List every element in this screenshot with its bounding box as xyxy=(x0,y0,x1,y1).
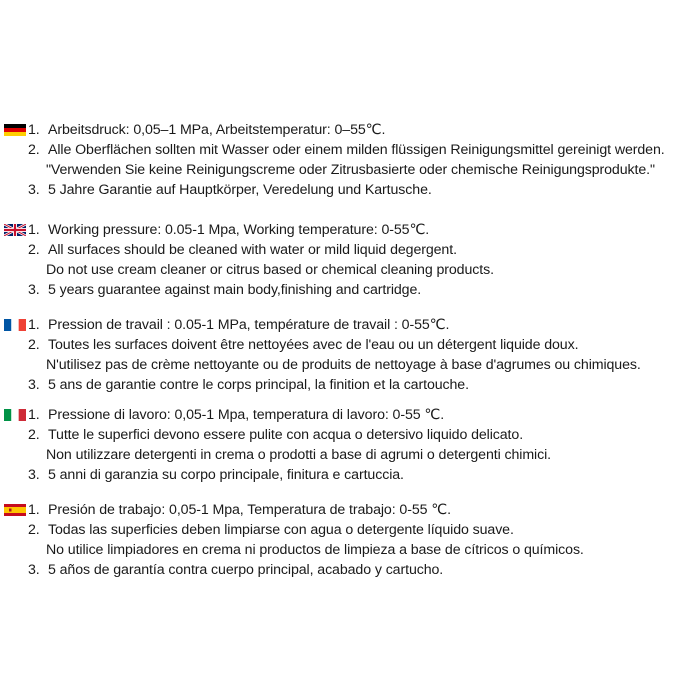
item-text: Working pressure: 0.05-1 Mpa, Working temperature: 0-55℃. xyxy=(48,222,430,238)
item-number: 2. xyxy=(28,522,40,538)
item-text: No utilice limpiadores en crema ni productos de limpieza a base de cítricos o químicos. xyxy=(46,542,584,558)
item-text: 5 years guarantee against main body,finishing and cartridge. xyxy=(48,282,422,298)
item-number: 3. xyxy=(28,377,40,393)
item-number: 2. xyxy=(28,427,40,443)
item-text: 5 Jahre Garantie auf Hauptkörper, Veredelung und Kartusche. xyxy=(48,182,432,198)
item-number: 2. xyxy=(28,142,40,158)
item-number: 3. xyxy=(28,282,40,298)
item-text: N'utilisez pas de crème nettoyante ou de produits de nettoyage à base d'agrumes ou chimiques. xyxy=(46,357,641,373)
item-text: Todas las superficies deben limpiarse con agua o detergente líquido suave. xyxy=(48,522,514,538)
item-text: Alle Oberflächen sollten mit Wasser oder einem milden flüssigen Reinigungsmittel gereinigt werden. xyxy=(48,142,665,158)
item-text: 5 años de garantía contra cuerpo principal, acabado y cartucho. xyxy=(48,562,444,578)
spain-flag-icon xyxy=(4,504,26,516)
item-number: 1. xyxy=(28,502,40,518)
item-text: "Verwenden Sie keine Reinigungscreme oder Zitrusbasierte oder chemische Reinigungsprodukte." xyxy=(46,162,655,178)
item-number: 3. xyxy=(28,562,40,578)
item-text: Presión de trabajo: 0,05-1 Mpa, Temperatura de trabajo: 0-55 ℃. xyxy=(48,502,451,518)
italy-flag-icon xyxy=(4,409,26,421)
uk-flag-icon xyxy=(4,224,26,236)
item-text: 5 ans de garantie contre le corps principal, la finition et la cartouche. xyxy=(48,377,469,393)
item-number: 3. xyxy=(28,182,40,198)
item-number: 1. xyxy=(28,407,40,423)
item-number: 2. xyxy=(28,242,40,258)
france-flag-icon xyxy=(4,319,26,331)
item-text: Pressione di lavoro: 0,05-1 Mpa, temperatura di lavoro: 0-55 ℃. xyxy=(48,407,445,423)
item-text: All surfaces should be cleaned with water or mild liquid degergent. xyxy=(48,242,457,258)
item-number: 3. xyxy=(28,467,40,483)
item-text: 5 anni di garanzia su corpo principale, finitura e cartuccia. xyxy=(48,467,404,483)
item-number: 2. xyxy=(28,337,40,353)
item-number: 1. xyxy=(28,317,40,333)
item-text: Tutte le superfici devono essere pulite con acqua o detersivo liquido delicato. xyxy=(48,427,524,443)
item-text: Arbeitsdruck: 0,05–1 MPa, Arbeitstemperatur: 0–55℃. xyxy=(48,122,386,138)
item-number: 1. xyxy=(28,222,40,238)
item-number: 1. xyxy=(28,122,40,138)
item-text: Toutes les surfaces doivent être nettoyées avec de l'eau ou un détergent liquide doux. xyxy=(48,337,579,353)
item-text: Non utilizzare detergenti in crema o prodotti a base di agrumi o detergenti chimici. xyxy=(46,447,551,463)
item-text: Do not use cream cleaner or citrus based or chemical cleaning products. xyxy=(46,262,494,278)
item-text: Pression de travail : 0.05-1 MPa, température de travail : 0-55℃. xyxy=(48,317,450,333)
germany-flag-icon xyxy=(4,124,26,136)
